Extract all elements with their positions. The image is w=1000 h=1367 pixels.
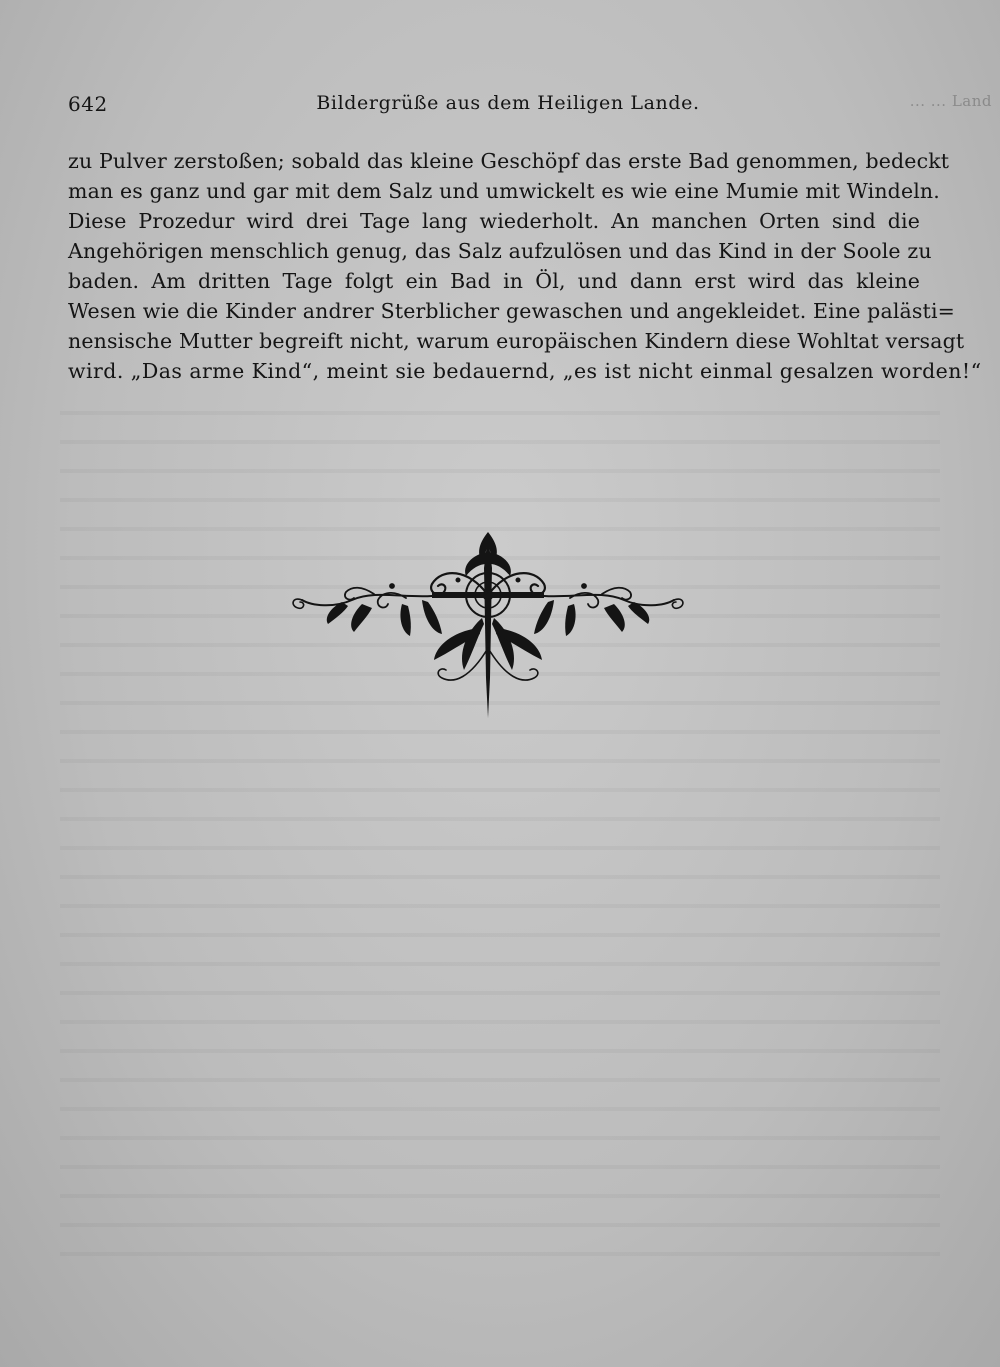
text-line: baden. Am dritten Tage folgt ein Bad in Öl, und dann erst wird das kleine — [68, 269, 920, 293]
bleed-through-texture — [60, 395, 940, 1275]
floral-cross-vignette-icon — [282, 528, 694, 724]
text-line: zu Pulver zerstoßen; sobald das kleine Geschöpf das erste Bad genommen, bedeckt — [68, 149, 950, 173]
page-header — [68, 92, 992, 122]
body-paragraph — [68, 146, 982, 386]
text-line: man es ganz und gar mit dem Salz und umwickelt es wie eine Mumie mit Windeln. — [68, 179, 940, 203]
page-number: 642 — [68, 92, 108, 116]
text-line: Angehörigen menschlich genug, das Salz aufzulösen und das Kind in der Soole zu — [68, 239, 932, 263]
text-line: Diese Prozedur wird drei Tage lang wiederholt. An manchen Orten sind die — [68, 209, 920, 233]
text-line: nensische Mutter begreift nicht, warum europäischen Kindern diese Wohltat versagt — [68, 329, 965, 353]
text-line: wird. „Das arme Kind“, meint sie bedauernd, „es ist nicht einmal gesalzen worden!“ — [68, 359, 982, 383]
margin-bleed-text: ... ... Land — [909, 92, 992, 110]
running-title: Bildergrüße aus dem Heiligen Lande. — [316, 92, 700, 114]
text-line: Wesen wie die Kinder andrer Sterblicher gewaschen und angekleidet. Eine palästi= — [68, 299, 955, 323]
